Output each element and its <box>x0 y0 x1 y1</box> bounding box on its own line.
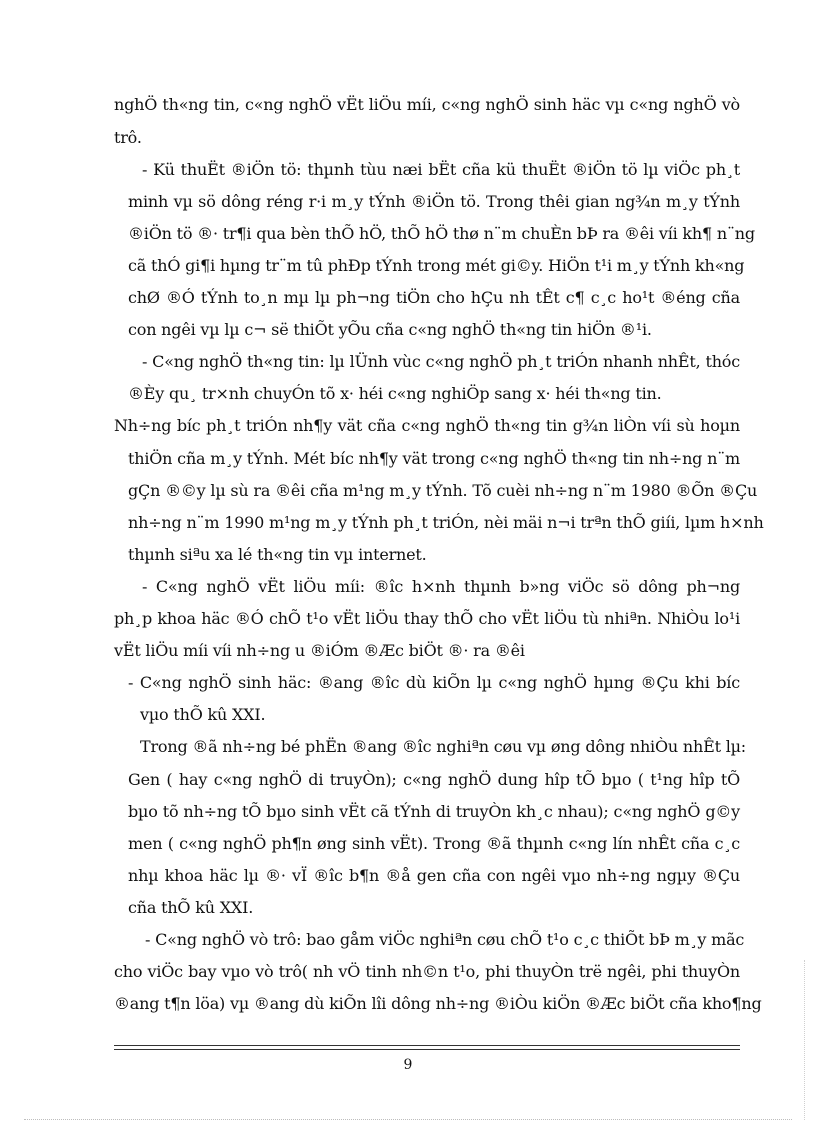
text-line: ®ang t¶n löa) vµ ®ang dù kiÕn lîi dông nh÷ng ®iÒu kiÖn ®Æc biÖt cña kho¶ng <box>114 994 762 1013</box>
text-line: gÇn ®©y lµ sù ra ®êi cña m¹ng m¸y tÝnh. Tõ cuèi nh÷ng n¨m 1980 ®Õn ®Çu <box>128 481 758 500</box>
text-line: nghÖ th«ng tin, c«ng nghÖ vËt liÖu míi, c«ng nghÖ sinh häc vµ c«ng nghÖ vò <box>114 95 740 114</box>
text-line: ph¸p khoa häc ®Ó chÕ t¹o vËt liÖu thay thÕ cho vËt liÖu tù nhiªn. NhiÒu lo¹i <box>114 609 740 628</box>
text-line: con ngêi vµ lµ c¬ së thiÕt yÕu cña c«ng nghÖ th«ng tin hiÖn ®¹i. <box>128 320 652 339</box>
text-line: Gen ( hay c«ng nghÖ di truyÒn); c«ng nghÖ dung hîp tÕ bµo ( t¹ng hîp tÕ <box>128 770 740 789</box>
footer-rule-top <box>114 1045 740 1046</box>
text-line: cho viÖc bay vµo vò trô( nh vÖ tinh nh©n t¹o, phi thuyÒn trë ngêi, phi thuyÒn <box>114 962 740 981</box>
text-line: - C«ng nghÖ vò trô: bao gåm viÖc nghiªn cøu chÕ t¹o c¸c thiÕt bÞ m¸y mãc <box>145 930 745 949</box>
text-line: - C«ng nghÖ vËt liÖu míi: ®îc h×nh thµnh b»ng viÖc sö dông ph¬ng <box>142 577 740 596</box>
page-number: 9 <box>403 1057 413 1073</box>
text-line: thiÖn cña m¸y tÝnh. Mét bíc nh¶y vät trong c«ng nghÖ th«ng tin nh÷ng n¨m <box>128 449 740 468</box>
text-line: Trong ®ã nh÷ng bé phËn ®ang ®îc nghiªn cøu vµ øng dông nhiÒu nhÊt lµ: <box>140 737 746 756</box>
page-border <box>24 1119 792 1120</box>
text-line: men ( c«ng nghÖ ph¶n øng sinh vËt). Trong ®ã thµnh c«ng lín nhÊt cña c¸c <box>128 834 740 853</box>
text-line: - Kü thuËt ®iÖn tö: thµnh tùu næi bËt cña kü thuËt ®iÖn tö lµ viÖc ph¸t <box>142 160 740 179</box>
text-line: - C«ng nghÖ th«ng tin: lµ lÜnh vùc c«ng nghÖ ph¸t triÓn nhanh nhÊt, thóc <box>142 352 740 371</box>
footer-rule-bottom <box>114 1049 740 1050</box>
text-line: Nh÷ng bíc ph¸t triÓn nh¶y vät cña c«ng nghÖ th«ng tin g¾n liÒn víi sù hoµn <box>114 416 740 435</box>
text-line: bµo tõ nh÷ng tÕ bµo sinh vËt cã tÝnh di truyÒn kh¸c nhau); c«ng nghÖ g©y <box>128 802 740 821</box>
text-line: vµo thÕ kû XXI. <box>140 705 266 724</box>
text-line: trô. <box>114 128 142 147</box>
text-line: ®Èy qu¸ tr×nh chuyÓn tõ x· héi c«ng nghiÖp sang x· héi th«ng tin. <box>128 384 662 403</box>
text-line: nh÷ng n¨m 1990 m¹ng m¸y tÝnh ph¸t triÓn, nèi mäi n¬i trªn thÕ giíi, lµm h×nh <box>128 513 764 532</box>
text-line: thµnh siªu xa lé th«ng tin vµ internet. <box>128 545 427 564</box>
text-line: cña thÕ kû XXI. <box>128 898 254 917</box>
page-border-right <box>804 960 805 1120</box>
text-line: minh vµ sö dông réng r·i m¸y tÝnh ®iÖn tö. Trong thêi gian ng¾n m¸y tÝnh <box>128 192 740 211</box>
text-line: vËt liÖu míi víi nh÷ng u ®iÓm ®Æc biÖt ®· ra ®êi <box>114 641 525 660</box>
text-line: chØ ®Ó tÝnh to¸n mµ lµ ph¬ng tiÖn cho hÇu nh tÊt c¶ c¸c ho¹t ®éng cña <box>128 288 740 307</box>
text-line: - C«ng nghÖ sinh häc: ®ang ®îc dù kiÕn lµ c«ng nghÖ hµng ®Çu khi bíc <box>128 673 740 692</box>
text-line: ®iÖn tö ®· tr¶i qua bèn thÕ hÖ, thÕ hÖ thø n¨m chuÈn bÞ ra ®êi víi kh¶ n¨ng <box>128 224 755 243</box>
text-line: nhµ khoa häc lµ ®· vÏ ®îc b¶n ®å gen cña con ngêi vµo nh÷ng ngµy ®Çu <box>128 866 740 885</box>
text-line: cã thÓ gi¶i hµng tr¨m tû phÐp tÝnh trong mét gi©y. HiÖn t¹i m¸y tÝnh kh«ng <box>128 256 745 275</box>
